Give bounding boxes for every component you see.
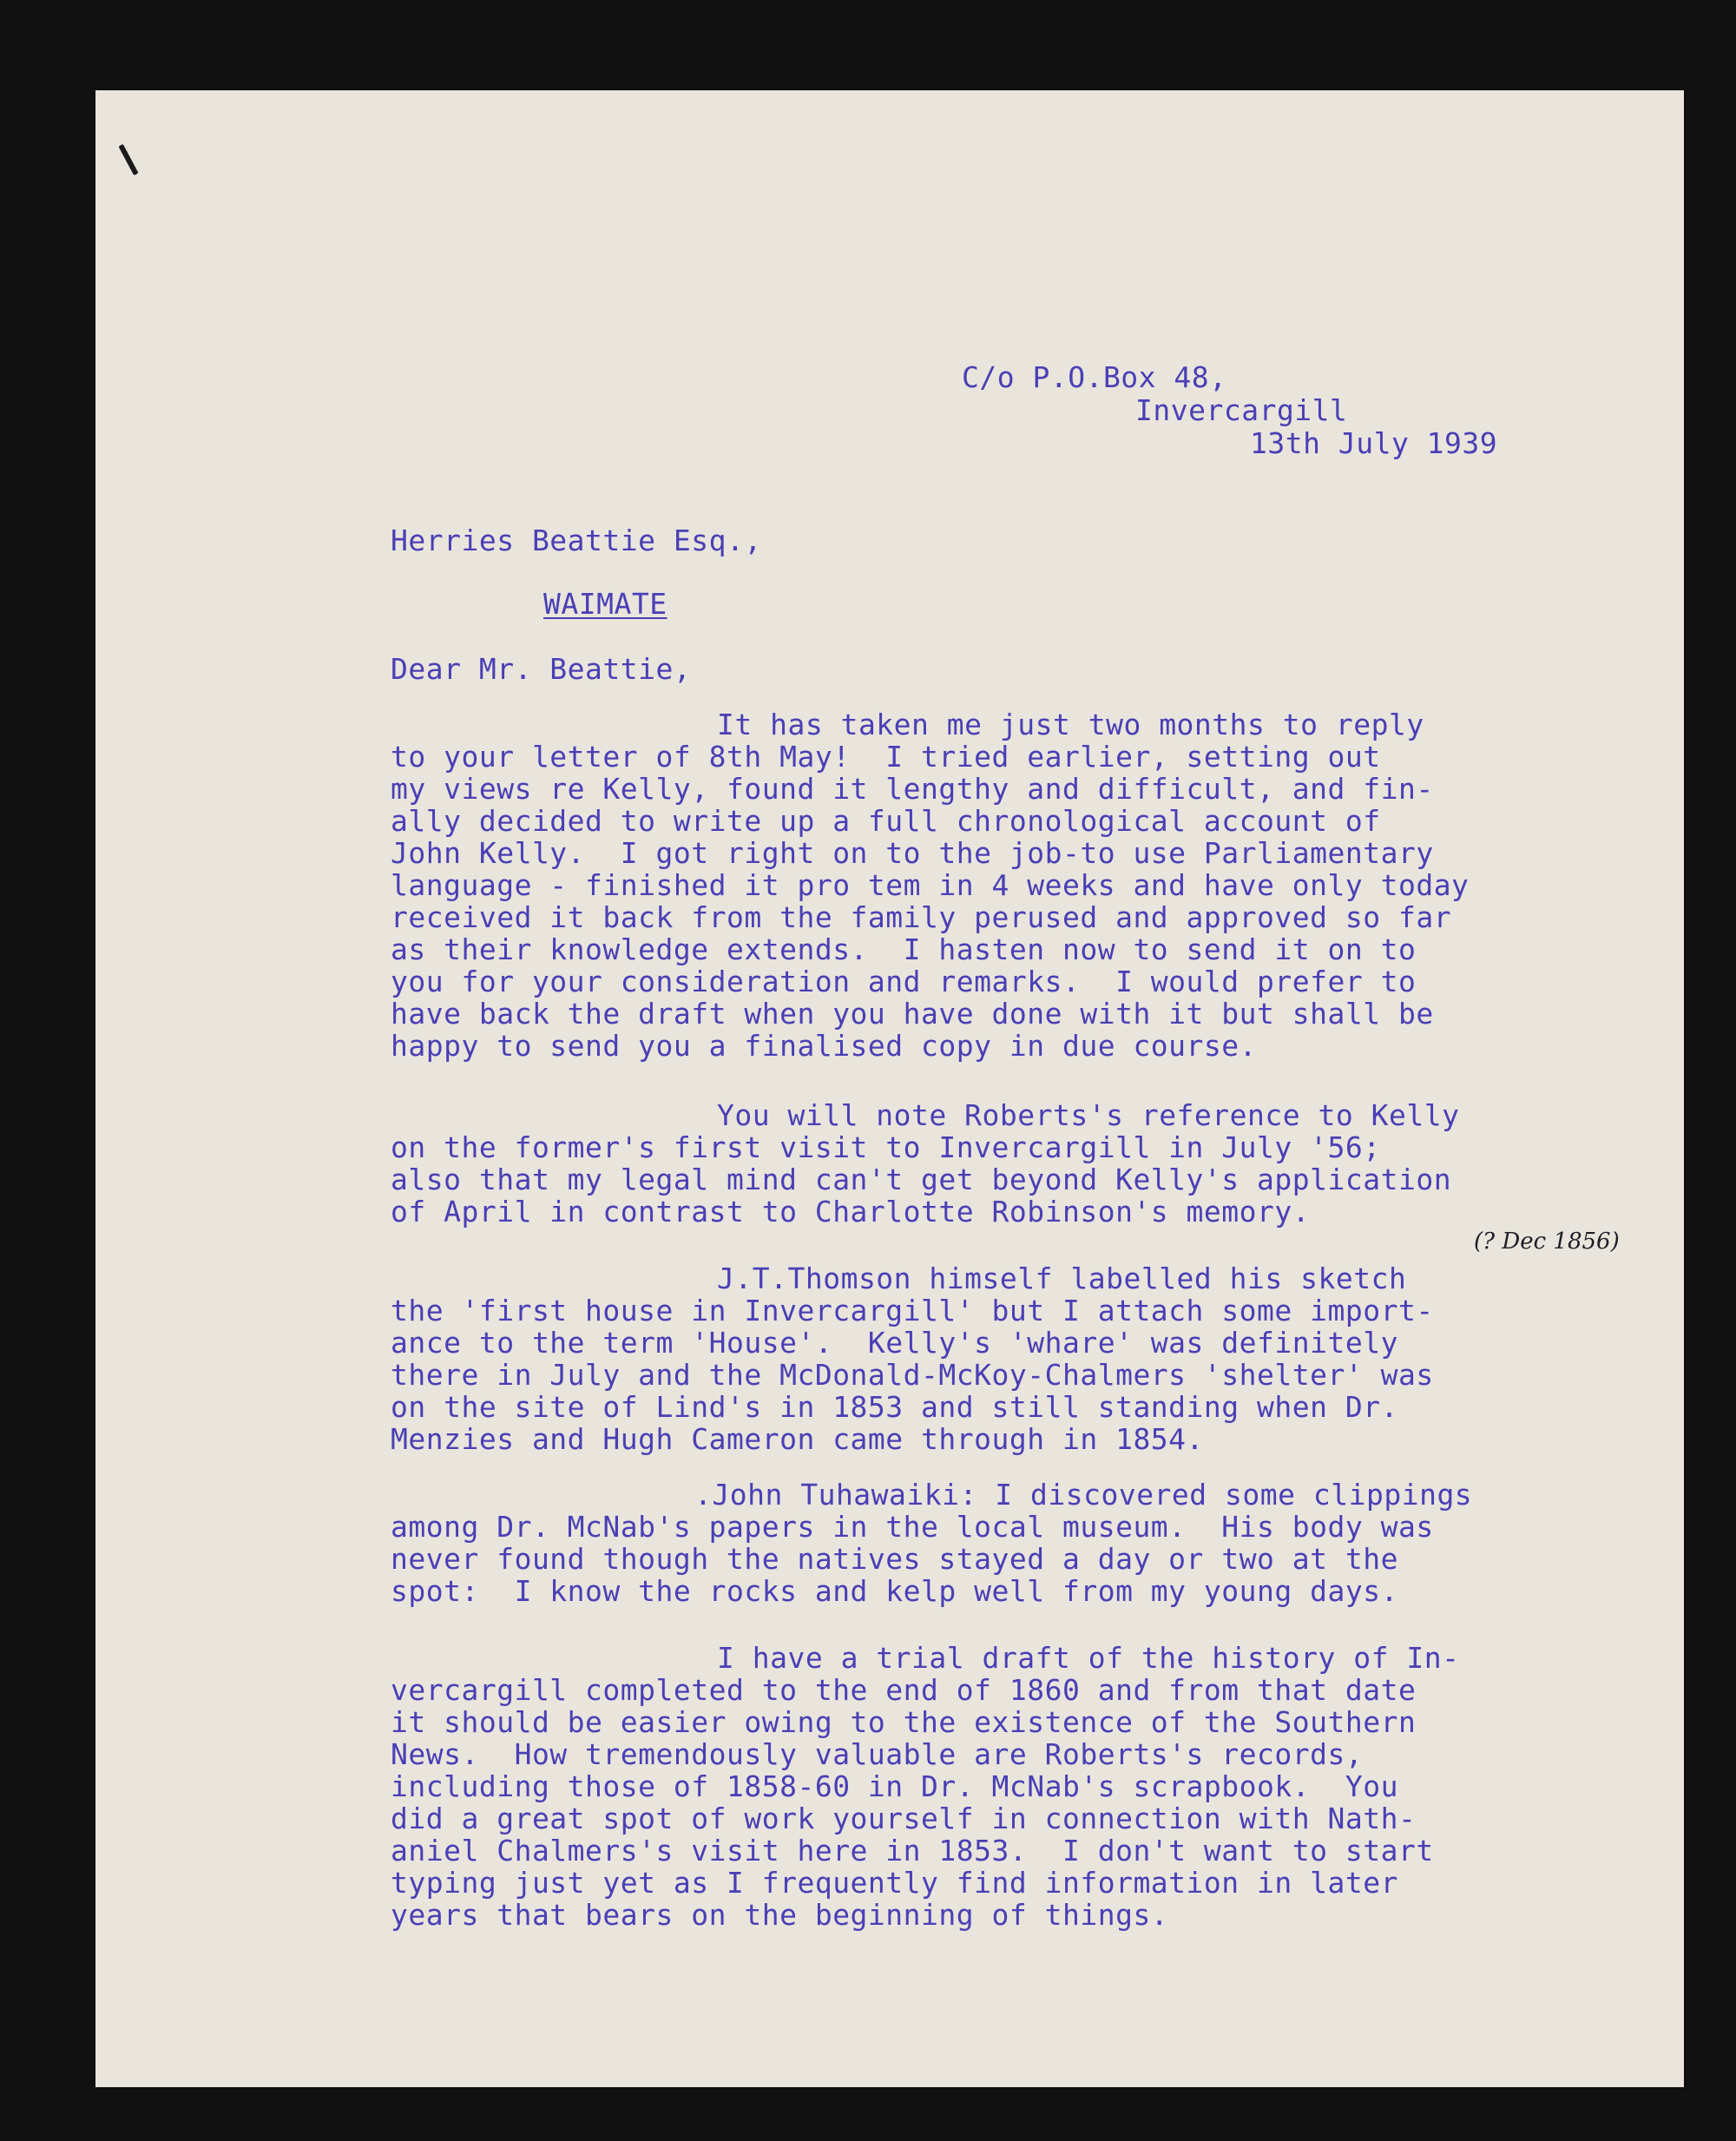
- paragraph-1-line: as their knowledge extends. I hasten now to send it on to: [391, 932, 1417, 966]
- paragraph-2-line: on the former's first visit to Invercargill in July '56;: [391, 1130, 1381, 1164]
- paragraph-3-line: on the site of Lind's in 1853 and still standing when Dr.: [391, 1390, 1398, 1424]
- paragraph-2-line: of April in contrast to Charlotte Robinson's memory.: [391, 1195, 1311, 1229]
- paragraph-3-line: J.T.Thomson himself labelled his sketch: [717, 1262, 1407, 1295]
- paragraph-3-line: the 'first house in Invercargill' but I attach some import-: [391, 1294, 1434, 1327]
- paragraph-4-line: spot: I know the rocks and kelp well from my young days.: [391, 1574, 1398, 1608]
- paragraph-3-line: there in July and the McDonald-McKoy-Chalmers 'shelter' was: [391, 1358, 1434, 1392]
- paragraph-5-line: I have a trial draft of the history of In-: [717, 1641, 1460, 1675]
- salutation: Dear Mr. Beattie,: [391, 652, 692, 686]
- paragraph-5-line: News. How tremendously valuable are Roberts's records,: [391, 1737, 1364, 1771]
- paragraph-5-line: aniel Chalmers's visit here in 1853. I don't want to start: [391, 1834, 1434, 1868]
- paragraph-4-line: .John Tuhawaiki: I discovered some clippings: [694, 1478, 1473, 1512]
- paragraph-1-line: my views re Kelly, found it lengthy and difficult, and fin-: [391, 772, 1434, 806]
- paragraph-5-line: years that bears on the beginning of things.: [391, 1898, 1169, 1932]
- paragraph-1-line: received it back from the family perused and approved so far: [391, 900, 1452, 934]
- paragraph-2-line: also that my legal mind can't get beyond Kelly's application: [391, 1163, 1452, 1196]
- paragraph-1-line: language - finished it pro tem in 4 weeks and have only today: [391, 868, 1470, 902]
- recipient-place: WAIMATE: [543, 587, 667, 621]
- paragraph-4-line: among Dr. McNab's papers in the local museum. His body was: [391, 1510, 1434, 1544]
- letter-date: 13th July 1939: [1250, 426, 1498, 460]
- paragraph-3-line: ance to the term 'House'. Kelly's 'whare' was definitely: [391, 1326, 1398, 1360]
- paragraph-5-line: typing just yet as I frequently find information in later: [391, 1866, 1398, 1900]
- paragraph-5-line: it should be easier owing to the existence of the Southern: [391, 1705, 1417, 1739]
- paragraph-1-line: It has taken me just two months to reply: [717, 708, 1424, 741]
- paragraph-1-line: ally decided to write up a full chronological account of: [391, 804, 1381, 838]
- paragraph-1-line: John Kelly. I got right on to the job-to use Parliamentary: [391, 836, 1434, 870]
- paragraph-2-line: You will note Roberts's reference to Kelly: [717, 1098, 1460, 1132]
- address-line-2: Invercargill: [1135, 393, 1348, 427]
- paragraph-5-line: did a great spot of work yourself in connection with Nath-: [391, 1802, 1417, 1835]
- recipient-name: Herries Beattie Esq.,: [391, 524, 762, 557]
- paragraph-1-line: to your letter of 8th May! I tried earlier, setting out: [391, 740, 1381, 774]
- paragraph-1-line: happy to send you a finalised copy in due course.: [391, 1029, 1258, 1063]
- paragraph-1-line: you for your consideration and remarks. I would prefer to: [391, 965, 1417, 998]
- paragraph-4-line: never found though the natives stayed a day or two at the: [391, 1542, 1398, 1576]
- handwritten-annotation: (? Dec 1856): [1474, 1229, 1620, 1255]
- paragraph-1-line: have back the draft when you have done with it but shall be: [391, 997, 1434, 1031]
- paragraph-5-line: including those of 1858-60 in Dr. McNab's scrapbook. You: [391, 1769, 1398, 1803]
- paragraph-5-line: vercargill completed to the end of 1860 and from that date: [391, 1673, 1417, 1707]
- address-line-1: C/o P.O.Box 48,: [962, 360, 1227, 394]
- paragraph-3-line: Menzies and Hugh Cameron came through in 1854.: [391, 1422, 1204, 1456]
